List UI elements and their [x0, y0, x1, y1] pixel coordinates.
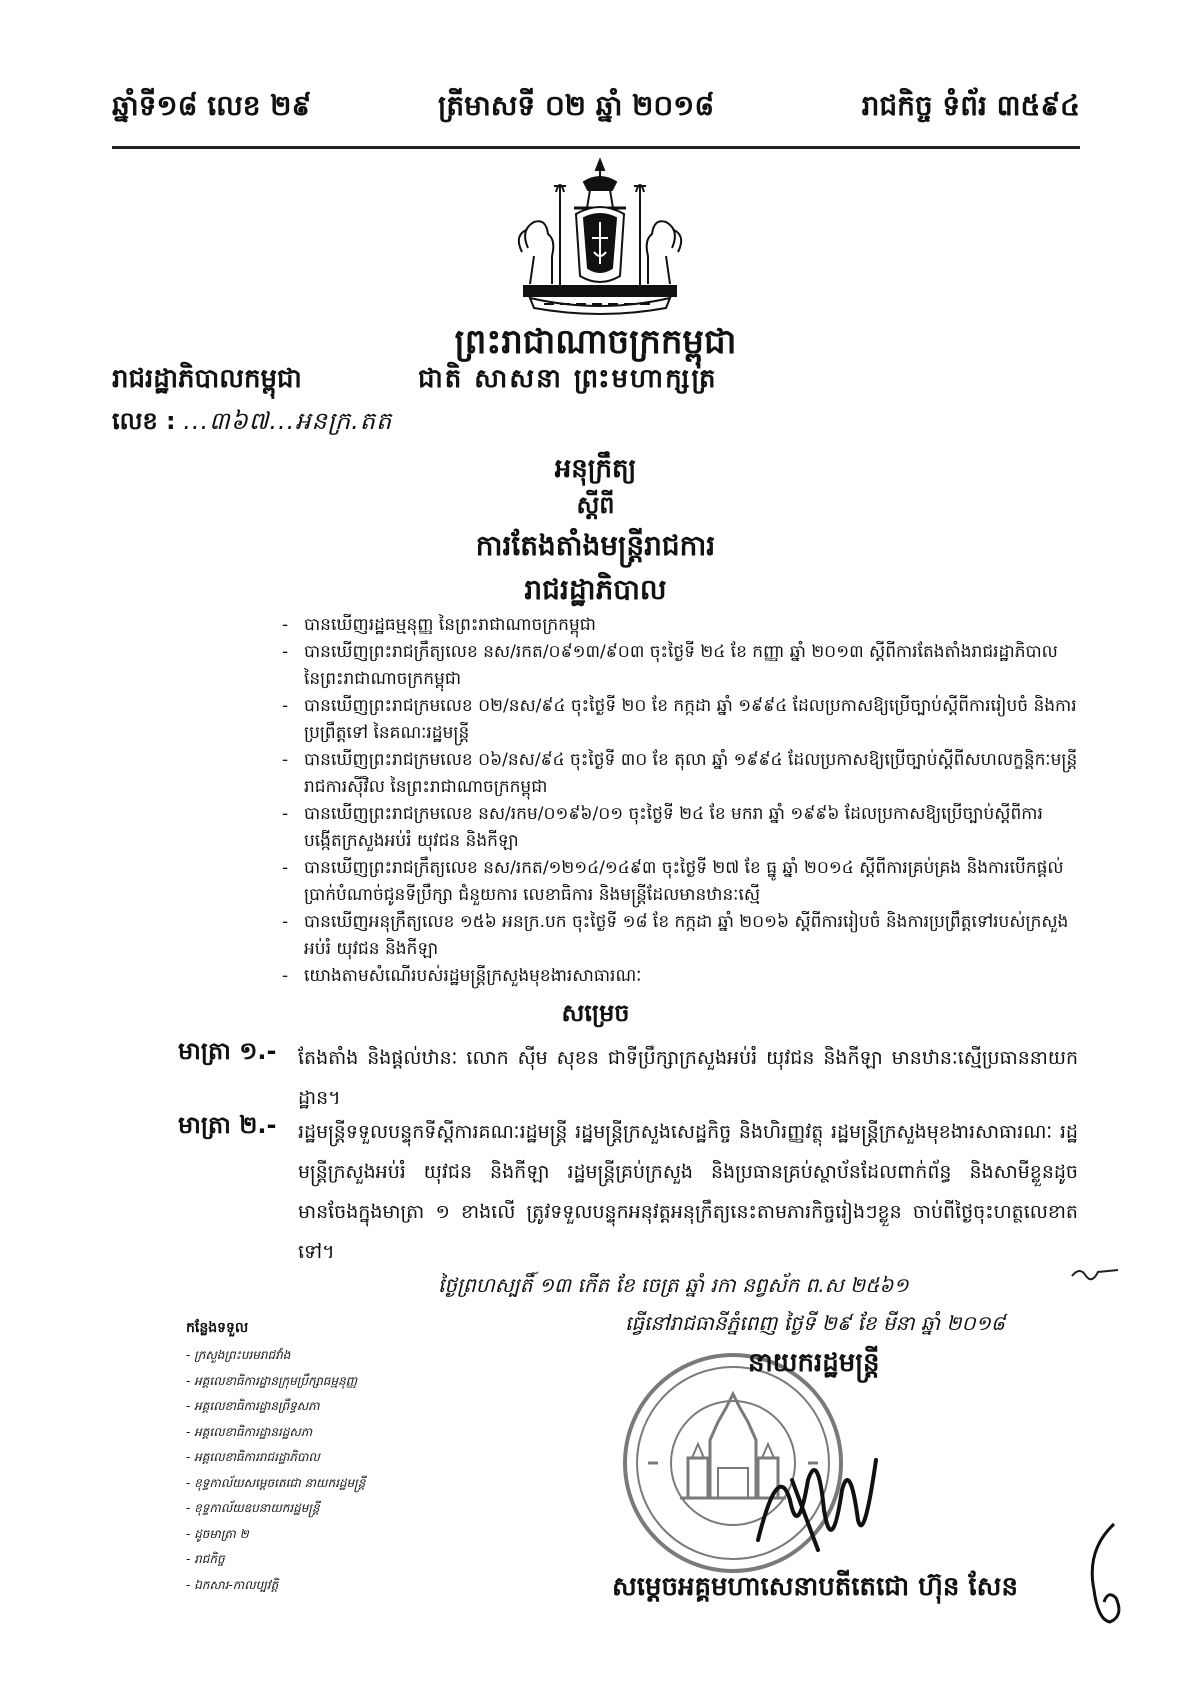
header-rule [112, 146, 1080, 149]
recipient-item: - អគ្គលេខាធិការដ្ឋានក្រុមប្រឹក្សាធម្មនុញ្ញ [186, 1369, 446, 1395]
signatory-title: នាយករដ្ឋមន្ត្រី [748, 1348, 880, 1378]
recipient-item: - ក្រសួងព្រះបរមរាជវាំង [186, 1343, 446, 1369]
consideration-item: - បានឃើញរដ្ឋធម្មនុញ្ញ នៃព្រះរាជាណាចក្រកម្ពុជា [278, 612, 1078, 639]
recipient-item: - ឯកសារ-កាលប្បវត្តិ [186, 1573, 446, 1599]
consideration-item: - បានឃើញព្រះរាជក្រមលេខ នស/រកម/០១៩៦/០១ ចុះថ្ងៃទី ២៤ ខែ មករា ឆ្នាំ ១៩៩៦ ដែលប្រកាសឱ្យប្រើច្បាប់ស្ដីពីការបង្កើតក្រសួងអប់រំ យុវជន និងកីឡា [278, 801, 1078, 855]
article-1-name: មាត្រា ១.- [178, 1037, 277, 1065]
document-about: ស្ដីពី [576, 491, 615, 519]
article-2-text: រដ្ឋមន្ត្រីទទួលបន្ទុកទីស្ដីការគណៈរដ្ឋមន្ត្រី រដ្ឋមន្ត្រីក្រសួងសេដ្ឋកិច្ច និងហិរញ្ញវត្ថុ រដ្ឋមន្ត្រីក្រសួងមុខងារសាធារណៈ រដ្ឋមន្ត្រីក្រសួងអប់រំ យុវជន និងកីឡា រដ្ឋមន្ត្រីគ្រប់ក្រសួង និងប្រធានគ្រប់ស្ថាប័នដែលពាក់ព័ន្ធ និងសាមីខ្លួនដូចមានចែងក្នុងមាត្រា ១ ខាងលើ ត្រូវទទួលបន្ទុកអនុវត្តអនុក្រឹត្យនេះតាមភារកិច្ចរៀងៗខ្លួន ចាប់ពីថ្ងៃចុះហត្ថលេខាតទៅ។ [298, 1121, 1078, 1263]
place-and-date: ធ្វើនៅរាជធានីភ្នំពេញ ថ្ងៃទី ២៩ ខែ មីនា ឆ្នាំ ២០១៨ [625, 1311, 1005, 1335]
gazette-page: រាជកិច្ច ទំព័រ ៣៥៩៤ [861, 89, 1080, 122]
national-motto: ជាតិ សាសនា ព្រះមហាក្សត្រ [418, 364, 718, 394]
recipients-list [186, 1343, 446, 1598]
decision-heading: សម្រេច [561, 999, 630, 1027]
recipient-item: - ដូចមាត្រា ២ [186, 1522, 446, 1548]
reference-number: ...៣៦៧...អនក្រ.តត [183, 407, 393, 435]
reference-label: លេខ : [112, 407, 176, 435]
recipient-item: - អគ្គលេខាធិការដ្ឋានរដ្ឋសភា [186, 1420, 446, 1446]
document-subject: ការតែងតាំងមន្ត្រីរាជការ [475, 529, 716, 562]
document-type: អនុក្រឹត្យ [554, 454, 637, 484]
royal-coat-of-arms-icon [500, 156, 700, 316]
gazette-quarter: ត្រីមាសទី ០២ ឆ្នាំ ២០១៨ [438, 89, 715, 122]
consideration-item: - បានឃើញព្រះរាជក្រឹត្យលេខ នស/រកត/១២១៤/១៤៩៣ ចុះថ្ងៃទី ២៧ ខែ ធ្នូ ឆ្នាំ ២០១៤ ស្ដីពីការគ្រប់គ្រង និងការបើកផ្ដល់ប្រាក់បំណាច់ជូនទីប្រឹក្សា ជំនួយការ លេខាធិការ និងមន្ត្រីដែលមានឋានៈស្មើ [278, 855, 1078, 909]
signatory-name: សម្ដេចអគ្គមហាសេនាបតីតេជោ ហ៊ុន សែន [612, 1572, 1018, 1602]
considerations-list [278, 612, 1078, 990]
recipient-item: - ខុទ្ទកាល័យសម្ដេចតេជោ នាយករដ្ឋមន្ត្រី [186, 1471, 446, 1497]
handwritten-signature-icon [748, 1440, 898, 1560]
recipients-block [186, 1318, 446, 1598]
recipient-item: - ខុទ្ទកាល័យឧបនាយករដ្ឋមន្ត្រី [186, 1496, 446, 1522]
government-line: រាជរដ្ឋាភិបាលកម្ពុជា [112, 364, 302, 394]
lunar-date: ថ្ងៃព្រហស្បតិ៍ ១៣ កើត ខែ ចេត្រ ឆ្នាំ រកា នព្វស័ក ព.ស ២៥៦១ [438, 1273, 909, 1297]
recipient-item: - អគ្គលេខាធិការដ្ឋានព្រឹទ្ធសភា [186, 1394, 446, 1420]
consideration-item: - បានឃើញព្រះរាជក្រមលេខ ០៦/នស/៩៤ ចុះថ្ងៃទី ៣០ ខែ តុលា ឆ្នាំ ១៩៩៤ ដែលប្រកាសឱ្យប្រើច្បាប់ស្ដីពីសហលក្ខន្តិកៈមន្ត្រីរាជការស៊ីវិល នៃព្រះរាជាណាចក្រកម្ពុជា [278, 747, 1078, 801]
kingdom-name: ព្រះរាជាណាចក្រកម្ពុជា [454, 322, 737, 362]
gazette-header [112, 88, 1080, 144]
pen-mark-icon [1070, 1262, 1120, 1286]
consideration-item: - បានឃើញអនុក្រឹត្យលេខ ១៥៦ អនក្រ.បក ចុះថ្ងៃទី ១៨ ខែ កក្កដា ឆ្នាំ ២០១៦ ស្ដីពីការរៀបចំ និងការប្រព្រឹត្តទៅរបស់ក្រសួងអប់រំ យុវជន និងកីឡា [278, 909, 1078, 963]
consideration-item: - យោងតាមសំណើរបស់រដ្ឋមន្ត្រីក្រសួងមុខងារសាធារណៈ [278, 963, 1078, 990]
recipient-item: - រាជកិច្ច [186, 1547, 446, 1573]
document-issuer: រាជរដ្ឋាភិបាល [524, 573, 667, 606]
gazette-year-issue: ឆ្នាំទី១៨ លេខ ២៩ [112, 89, 312, 122]
recipients-heading: កន្លែងទទួល [186, 1320, 249, 1336]
article-2-name: មាត្រា ២.- [178, 1111, 277, 1139]
consideration-item: - បានឃើញព្រះរាជក្រឹត្យលេខ នស/រកត/០៩១៣/៩០៣ ចុះថ្ងៃទី ២៤ ខែ កញ្ញា ឆ្នាំ ២០១៣ ស្ដីពីការតែងតាំងរាជរដ្ឋាភិបាល នៃព្រះរាជាណាចក្រកម្ពុជា [278, 639, 1078, 693]
article-1-text: តែងតាំង និងផ្ដល់ឋានៈ លោក ស៊ីម សុខន ជាទីប្រឹក្សាក្រសួងអប់រំ យុវជន និងកីឡា មានឋានៈស្មើប្រធាននាយកដ្ឋាន។ [298, 1047, 1078, 1109]
recipient-item: - អគ្គលេខាធិការរាជរដ្ឋាភិបាល [186, 1445, 446, 1471]
consideration-item: - បានឃើញព្រះរាជក្រមលេខ ០២/នស/៩៤ ចុះថ្ងៃទី ២០ ខែ កក្កដា ឆ្នាំ ១៩៩៤ ដែលប្រកាសឱ្យប្រើច្បាប់ស្ដីពីការរៀបចំ និងការប្រព្រឹត្តទៅ នៃគណៈរដ្ឋមន្ត្រី [278, 693, 1078, 747]
reference-number-row [112, 406, 392, 441]
handwritten-initial-icon [1080, 1520, 1128, 1630]
